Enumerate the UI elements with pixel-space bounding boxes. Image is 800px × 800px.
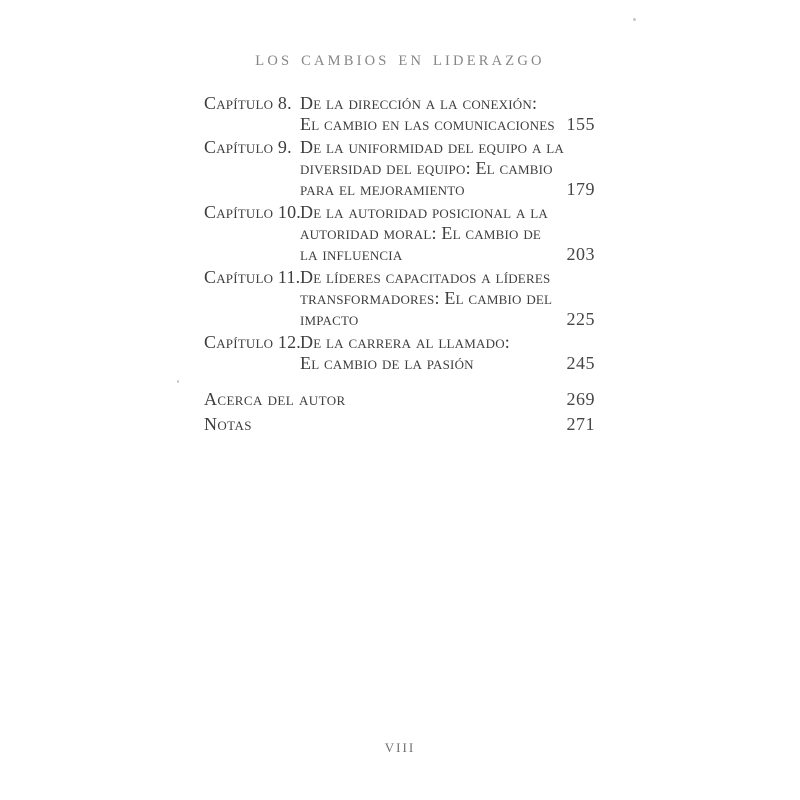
chapter-title-line: [300, 114, 595, 135]
chapter-title: [300, 137, 595, 200]
ink-speck: [177, 380, 179, 383]
chapter-label: Capítulo 10.: [204, 202, 302, 222]
page-number: 203: [566, 244, 595, 264]
chapter-title-line: [300, 179, 595, 200]
toc-entry-chapter-12: [204, 332, 595, 374]
chapter-title-line: [300, 353, 595, 374]
chapter-title-line: De la autoridad posicional a la: [300, 202, 549, 222]
chapter-title: [300, 202, 595, 265]
toc-entry-chapter-11: [204, 267, 595, 330]
chapter-label: Capítulo 11.: [204, 267, 301, 287]
toc-entry-chapter-8: [204, 93, 595, 135]
page-number: 179: [566, 179, 595, 199]
chapter-title-line: [300, 244, 595, 265]
chapter-title-line: De líderes capacitados a líderes: [300, 267, 551, 287]
page-number: 245: [566, 353, 595, 373]
chapter-title-line-text: El cambio de la pasión: [300, 353, 474, 373]
back-matter-label: Notas: [204, 414, 252, 434]
chapter-title-line: diversidad del equipo: El cambio: [300, 158, 553, 178]
ink-speck: [633, 18, 636, 21]
chapter-label: Capítulo 9.: [204, 137, 292, 157]
chapter-title: [300, 93, 595, 135]
chapter-title-line: [300, 309, 595, 330]
chapter-title-line: De la dirección a la conexión:: [300, 93, 538, 113]
page-number: 269: [566, 389, 595, 409]
toc-entry-acerca-del-autor: [204, 389, 595, 410]
page-number: 225: [566, 309, 595, 329]
chapter-title-line: autoridad moral: El cambio de: [300, 223, 542, 243]
running-header: LOS CAMBIOS EN LIDERAZGO: [255, 53, 545, 69]
chapter-title: [300, 332, 595, 374]
chapter-title-line-text: para el mejoramiento: [300, 179, 465, 199]
chapter-label: Capítulo 12.: [204, 332, 302, 352]
chapter-title-line-text: impacto: [300, 309, 359, 329]
chapter-label: Capítulo 8.: [204, 93, 292, 113]
chapter-title-line-text: El cambio en las comunicaciones: [300, 114, 555, 134]
back-matter-label: Acerca del autor: [204, 389, 346, 409]
toc-entry-chapter-10: [204, 202, 595, 265]
toc-entry-chapter-9: [204, 137, 595, 200]
chapter-title-line: De la carrera al llamado:: [300, 332, 510, 352]
folio-page-number: VIII: [384, 740, 416, 755]
page-number: 155: [566, 114, 595, 134]
chapter-title-line: De la uniformidad del equipo a la: [300, 137, 564, 157]
page-number: 271: [566, 414, 595, 434]
chapter-title: [300, 267, 595, 330]
chapter-title-line: transformadores: El cambio del: [300, 288, 553, 308]
toc-entry-notas: [204, 414, 595, 435]
table-of-contents: [204, 93, 595, 435]
chapter-title-line-text: la influencia: [300, 244, 403, 264]
